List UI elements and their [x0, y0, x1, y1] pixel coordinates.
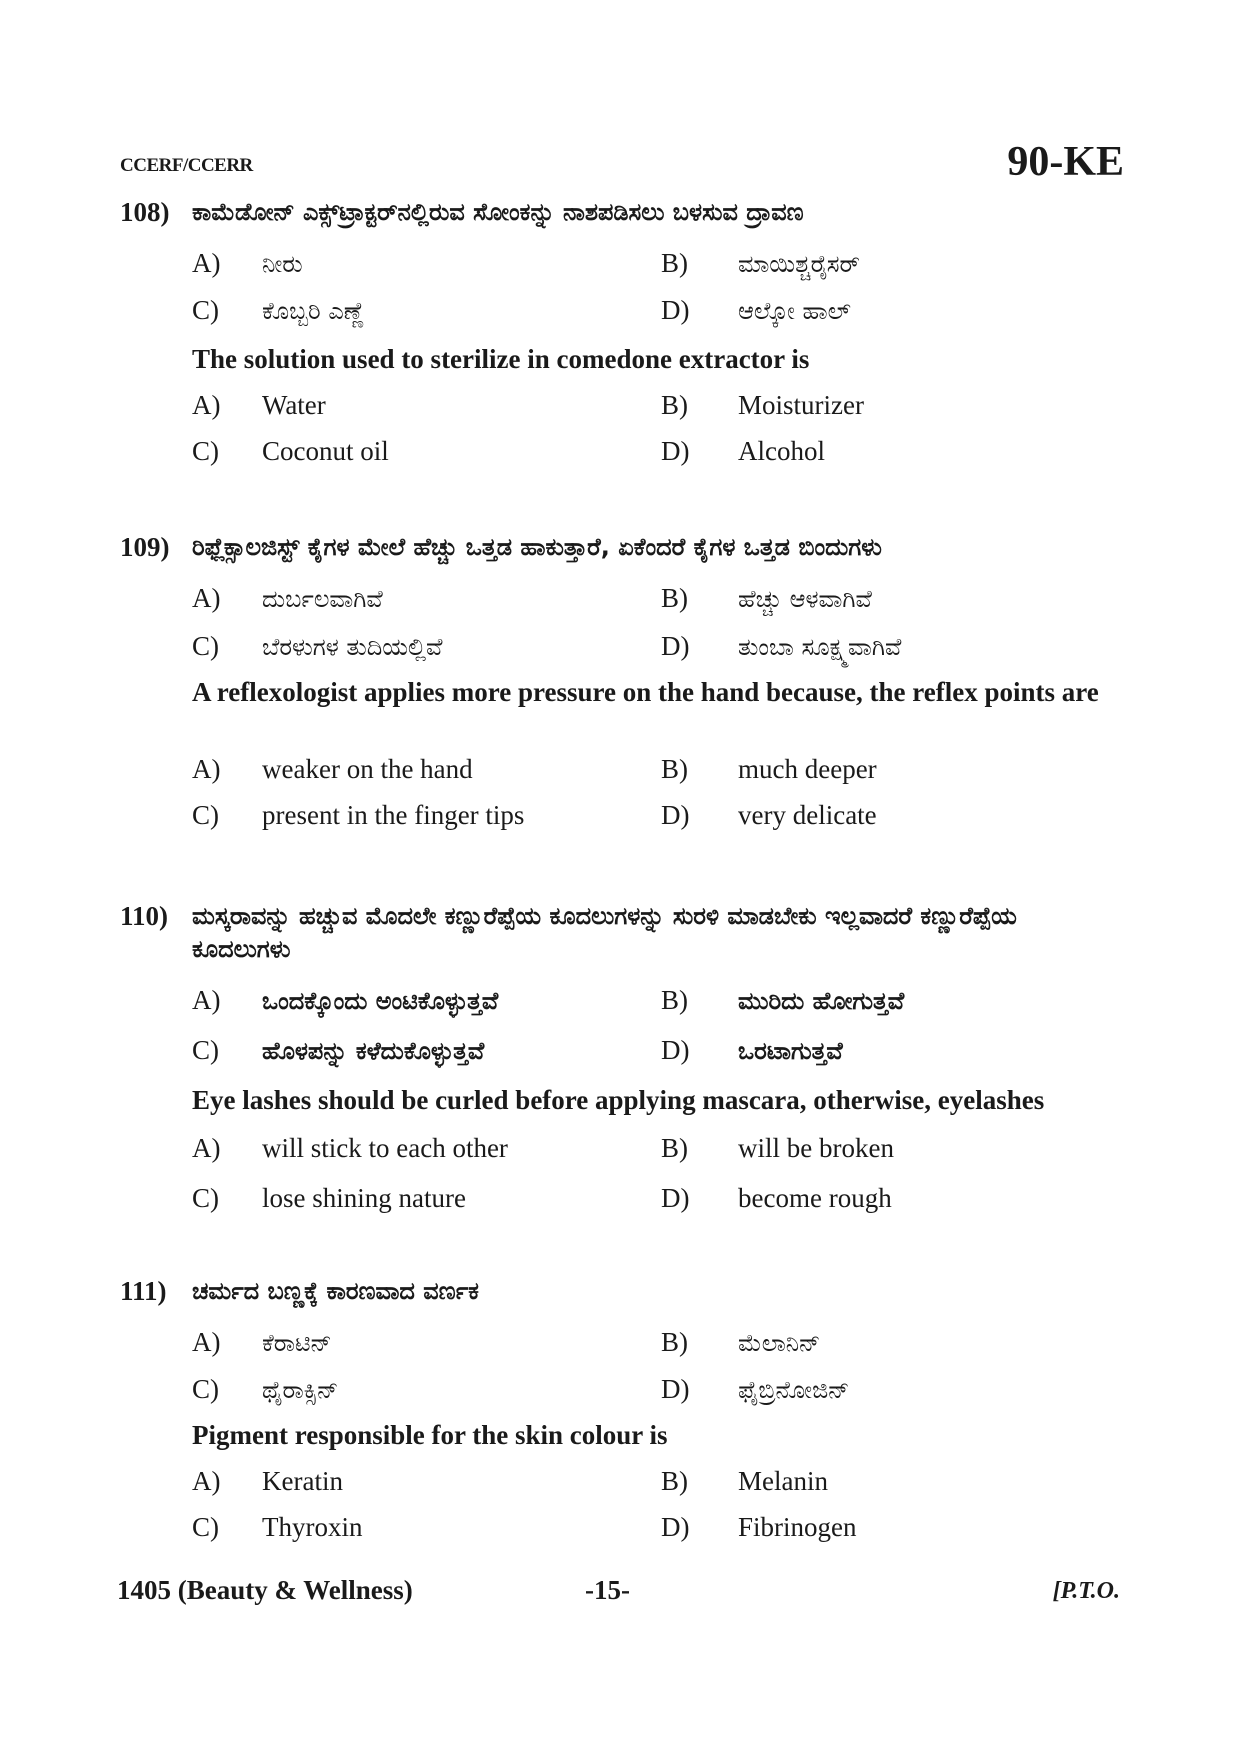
- option-kannada: ಹೆಚ್ಚು ಆಳವಾಗಿವೆ: [738, 585, 872, 613]
- option-label: A): [192, 1466, 221, 1496]
- option-label: B): [661, 985, 688, 1015]
- option-label: D): [661, 295, 690, 325]
- option-english: very delicate: [738, 800, 877, 830]
- option-label: D): [661, 1512, 690, 1542]
- option-label: B): [661, 754, 688, 784]
- question-number: 111): [120, 1276, 167, 1306]
- question-text-english: The solution used to sterilize in comedone extractor is: [192, 344, 810, 374]
- option-label: C): [192, 1512, 219, 1542]
- option-english: become rough: [738, 1183, 892, 1213]
- question-number: 109): [120, 532, 170, 562]
- option-english: Moisturizer: [738, 390, 864, 420]
- option-english: present in the finger tips: [262, 800, 525, 830]
- exam-code: CCERF/CCERR: [120, 155, 253, 176]
- option-label: B): [661, 390, 688, 420]
- option-label: D): [661, 436, 690, 466]
- option-label: A): [192, 754, 221, 784]
- option-label: A): [192, 1133, 221, 1163]
- option-label: D): [661, 631, 690, 661]
- option-kannada: ಹೊಳಪನ್ನು ಕಳೆದುಕೊಳ್ಳುತ್ತವೆ: [262, 1037, 485, 1065]
- question-number: 108): [120, 197, 170, 227]
- option-english: will stick to each other: [262, 1133, 508, 1163]
- option-kannada: ದುರ್ಬಲವಾಗಿವೆ: [262, 585, 383, 613]
- option-label: C): [192, 631, 219, 661]
- option-label: A): [192, 390, 221, 420]
- option-label: C): [192, 436, 219, 466]
- option-english: weaker on the hand: [262, 754, 473, 784]
- option-kannada: ಮುರಿದು ಹೋಗುತ್ತವೆ: [738, 987, 905, 1015]
- option-kannada: ಬೆರಳುಗಳ ತುದಿಯಲ್ಲಿವೆ: [262, 633, 443, 661]
- option-kannada: ಮೆಲಾನಿನ್: [738, 1329, 821, 1357]
- question-text-english: Pigment responsible for the skin colour is: [192, 1420, 668, 1450]
- option-label: A): [192, 1327, 221, 1357]
- option-label: B): [661, 1466, 688, 1496]
- option-kannada: ನೀರು: [262, 250, 303, 278]
- option-kannada: ಮಾಯಿಶ್ಚರೈಸರ್: [738, 250, 860, 278]
- option-label: D): [661, 1183, 690, 1213]
- option-kannada: ಥೈರಾಕ್ಸಿನ್: [262, 1376, 339, 1404]
- option-kannada: ತುಂಬಾ ಸೂಕ್ಷ್ಮವಾಗಿವೆ: [738, 633, 902, 661]
- option-kannada: ಕೊಬ್ಬರಿ ಎಣ್ಣೆ: [262, 297, 365, 325]
- option-label: B): [661, 583, 688, 613]
- option-label: D): [661, 800, 690, 830]
- option-english: Fibrinogen: [738, 1512, 857, 1542]
- option-english: Coconut oil: [262, 436, 389, 466]
- question-text-english: Eye lashes should be curled before applying mascara, otherwise, eyelashes: [192, 1085, 1045, 1115]
- question-text-kannada: ಚರ್ಮದ ಬಣ್ಣಕ್ಕೆ ಕಾರಣವಾದ ವರ್ಣಕ: [192, 1277, 479, 1305]
- question-text-kannada: ರಿಫ್ಲೆಕ್ಸಾಲಜಿಸ್ಟ್ ಕೈಗಳ ಮೇಲೆ ಹೆಚ್ಚು ಒತ್ತಡ ಹಾಕುತ್ತಾರೆ, ಏಕೆಂದರೆ ಕೈಗಳ ಒತ್ತಡ ಬಿಂದುಗಳು: [192, 533, 882, 561]
- option-label: A): [192, 248, 221, 278]
- option-english: Water: [262, 390, 326, 420]
- option-label: A): [192, 583, 221, 613]
- option-english: Alcohol: [738, 436, 825, 466]
- question-text-kannada: ಮಸ್ಕರಾವನ್ನು ಹಚ್ಚುವ ಮೊದಲೇ ಕಣ್ಣುರೆಪ್ಪೆಯ ಕೂದಲುಗಳನ್ನು ಸುರಳಿ ಮಾಡಬೇಕು ಇಲ್ಲವಾದರೆ ಕಣ್ಣುರೆಪ್ಪೆಯ ಕೂದಲುಗಳು: [192, 902, 1017, 963]
- pto-marker: [P.T.O.: [1052, 1578, 1120, 1604]
- option-label: B): [661, 1327, 688, 1357]
- paper-code: 90-KE: [1007, 139, 1124, 185]
- option-kannada: ಒರಟಾಗುತ್ತವೆ: [738, 1037, 843, 1065]
- option-kannada: ಒಂದಕ್ಕೊಂದು ಅಂಟಿಕೊಳ್ಳುತ್ತವೆ: [262, 987, 499, 1015]
- option-english: Thyroxin: [262, 1512, 363, 1542]
- option-kannada: ಕೆರಾಟಿನ್: [262, 1329, 332, 1357]
- option-english: Keratin: [262, 1466, 343, 1496]
- option-english: lose shining nature: [262, 1183, 466, 1213]
- option-english: will be broken: [738, 1133, 894, 1163]
- option-label: D): [661, 1374, 690, 1404]
- option-label: B): [661, 248, 688, 278]
- option-label: B): [661, 1133, 688, 1163]
- option-label: A): [192, 985, 221, 1015]
- option-label: C): [192, 1183, 219, 1213]
- option-label: D): [661, 1035, 690, 1065]
- question-number: 110): [120, 901, 169, 931]
- option-kannada: ಫೈಬ್ರಿನೋಜಿನ್: [738, 1376, 850, 1404]
- question-text-english: A reflexologist applies more pressure on the hand because, the reflex points are: [192, 677, 1099, 707]
- question-text-kannada: ಕಾಮೆಡೋನ್ ಎಕ್ಸ್‌ಟ್ರಾಕ್ಟರ್‌ನಲ್ಲಿರುವ ಸೋಂಕನ್ನು ನಾಶಪಡಿಸಲು ಬಳಸುವ ದ್ರಾವಣ: [192, 198, 804, 226]
- page-number: -15-: [585, 1575, 630, 1605]
- footer-subject: 1405 (Beauty & Wellness): [117, 1575, 413, 1605]
- option-label: C): [192, 295, 219, 325]
- option-label: C): [192, 1374, 219, 1404]
- option-english: Melanin: [738, 1466, 828, 1496]
- option-label: C): [192, 800, 219, 830]
- option-kannada: ಆಲ್ಕೋ ಹಾಲ್: [738, 297, 851, 325]
- option-english: much deeper: [738, 754, 877, 784]
- option-label: C): [192, 1035, 219, 1065]
